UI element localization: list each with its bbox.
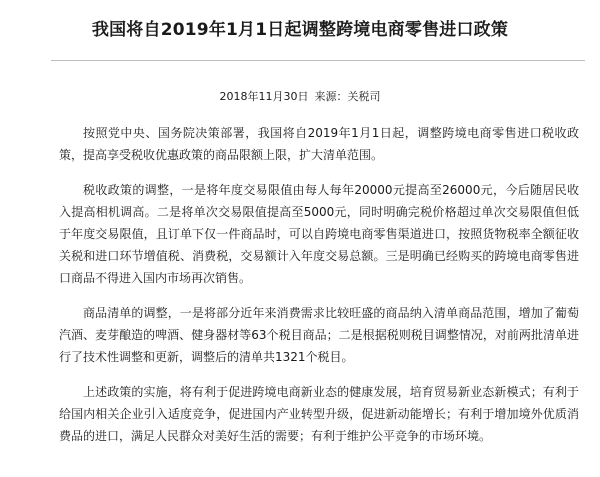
paragraph-tax-policy: 税收政策的调整，一是将年度交易限值由每人每年20000元提高至26000元，今后随居民收入提高相机调高。二是将单次交易限值提高至5000元，同时明确完税价格超过单次交易限值但低于年度交易限值，且订单下仅一件商品时，可以自跨境电商零售渠道进口，按照货物税率全额征收关税和进口环节增值税、消费税，交易额计入年度交易总额。三是明确已经购买的跨境电商零售进口商品不得进入国内市场再次销售。 (59, 183, 579, 285)
title-divider (51, 60, 585, 61)
article-source: 来源：关税司 (314, 90, 381, 103)
article-title: 我国将自2019年1月1日起调整跨境电商零售进口政策 (91, 20, 509, 40)
article-meta (0, 89, 600, 105)
paragraph-benefits: 上述政策的实施，将有利于促进跨境电商新业态的健康发展，培育贸易新业态新模式；有利于给国内相关企业引入适度竞争，促进国内产业转型升级，促进新动能增长；有利于增加境外优质消费品的进口，满足人民群众对美好生活的需要；有利于维护公平竞争的市场环境。 (59, 385, 579, 443)
paragraph-goods-list: 商品清单的调整，一是将部分近年来消费需求比较旺盛的商品纳入清单商品范围，增加了葡萄汽酒、麦芽酿造的啤酒、健身器材等63个税目商品；二是根据税则税目调整情况，对前两批清单进行了技术性调整和更新，调整后的清单共1321个税目。 (59, 306, 579, 364)
paragraph-intro: 按照党中央、国务院决策部署，我国将自2019年1月1日起，调整跨境电商零售进口税收政策，提高享受税收优惠政策的商品限额上限，扩大清单范围。 (59, 126, 579, 162)
publish-date: 2018年11月30日 (219, 90, 309, 103)
